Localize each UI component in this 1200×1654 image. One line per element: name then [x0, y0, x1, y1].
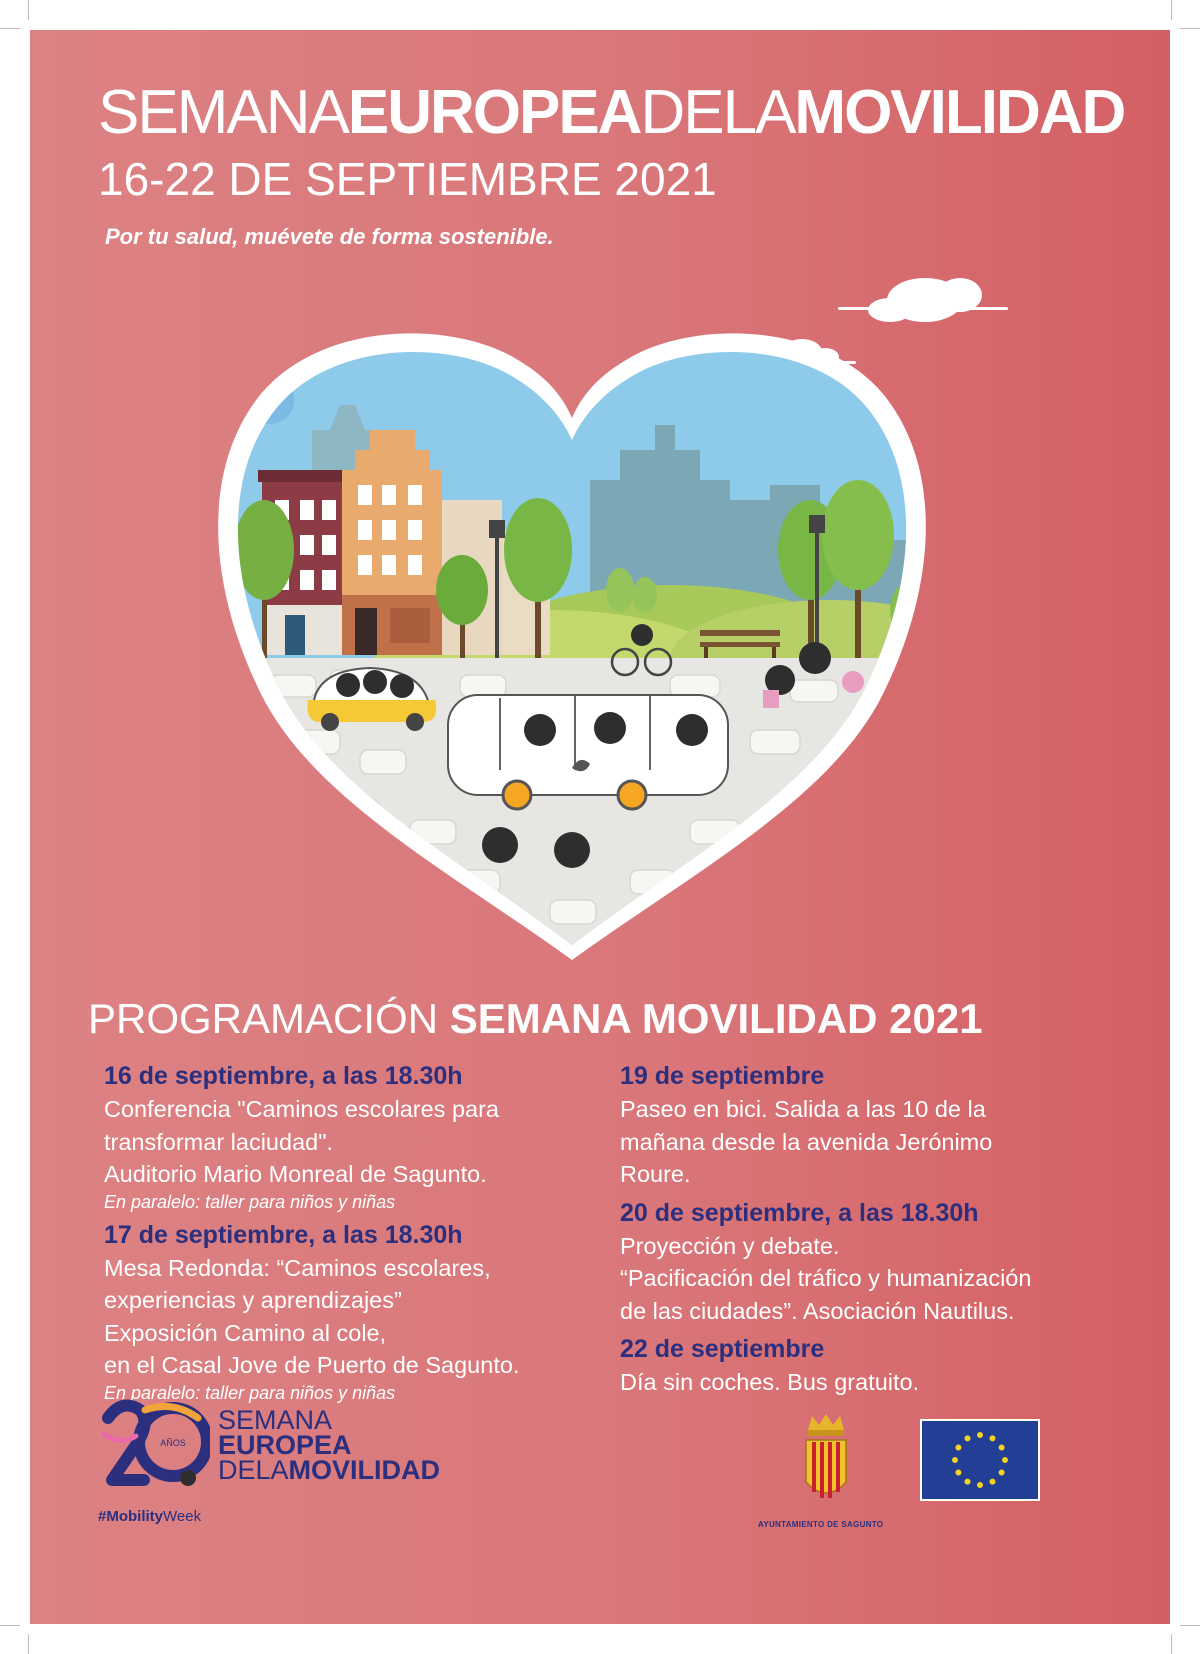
event-date: 16 de septiembre, a las 18.30h — [104, 1062, 463, 1090]
event-item: 19 de septiembre Paseo en bici. Salida a las 10 de la mañana desde la avenida Jerónimo Roure. — [620, 1060, 1140, 1191]
event-date: 20 de septiembre, a las 18.30h — [620, 1198, 979, 1227]
event-date: 17 de septiembre, a las 18.30h — [104, 1220, 463, 1249]
event-note: En paralelo: taller para niños y niñas — [104, 1382, 396, 1403]
poster-title: SEMANAEUROPEADELAMOVILIDAD — [98, 78, 1125, 147]
hashtag: #MobilityWeek — [98, 1508, 202, 1525]
event-item: 22 de septiembre Día sin coches. Bus gratuito. — [620, 1333, 1140, 1399]
eu-flag-icon — [920, 1419, 1040, 1501]
event-date: 19 de septiembre — [620, 1062, 825, 1090]
program-right-column — [620, 1060, 1140, 1405]
mobility-week-logo-text: SEMANA EUROPEA DELAMOVILIDAD — [218, 1405, 441, 1485]
poster — [30, 30, 1170, 1624]
event-note: En paralelo: taller para niños y niñas — [104, 1191, 396, 1212]
twenty-years-logo — [100, 1390, 210, 1500]
sagunto-coat-of-arms-icon — [802, 1412, 850, 1507]
event-item: 17 de septiembre, a las 18.30h Mesa Redonda: “Caminos escolares, experiencias y aprendizajes” Exposición Camino al cole, en el Casal Jove de Puerto de Sagunto. En paralelo: taller para niños y niñas — [104, 1219, 584, 1404]
event-date: 22 de septiembre — [620, 1335, 825, 1363]
event-item: 16 de septiembre, a las 18.30h Conferencia "Caminos escolares para transformar laciudad". Auditorio Mario Monreal de Sagunto. En paralelo: taller para niños y niñas — [104, 1060, 584, 1213]
program-left-column — [104, 1060, 584, 1410]
program-heading: PROGRAMACIÓN SEMANA MOVILIDAD 2021 — [88, 995, 983, 1042]
event-item: 20 de septiembre, a las 18.30h Proyección y debate. “Pacificación del tráfico y humanización de las ciudades”. Asociación Nautilus. — [620, 1197, 1140, 1328]
heart-illustration — [30, 30, 1170, 970]
poster-dates: 16-22 DE SEPTIEMBRE 2021 — [98, 153, 717, 205]
svg-text:AÑOS: AÑOS — [160, 1438, 186, 1448]
slogan: Por tu salud, muévete de forma sostenible. — [105, 224, 554, 249]
ayuntamiento-label: AYUNTAMIENTO DE SAGUNTO — [758, 1520, 884, 1529]
